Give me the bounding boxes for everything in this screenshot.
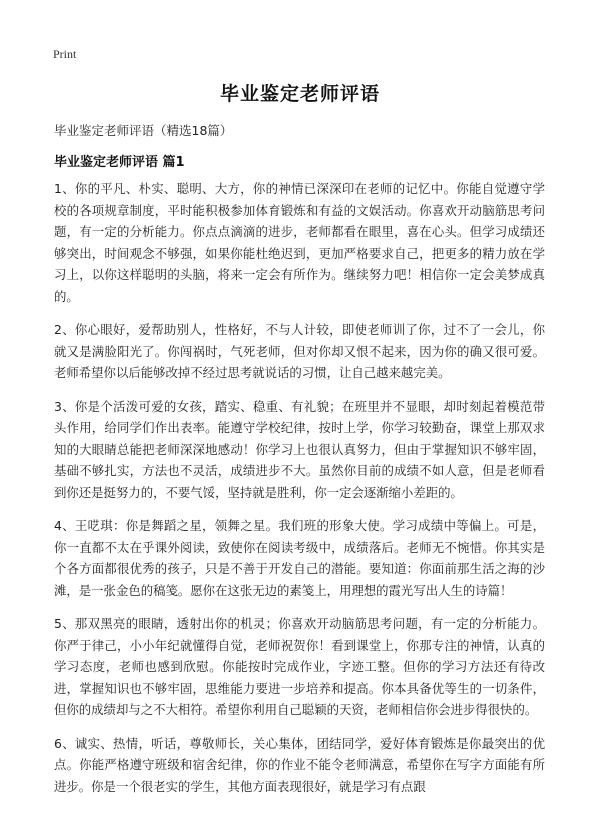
paragraph: 4、王呓琪：你是舞蹈之星，领舞之星。我们班的形象大使。学习成绩中等偏上。可是，你一直都不太在乎课外阅读，致使你在阅读考级中，成绩落后。老师无不惋惜。你其实是个各方面都很优秀的孩子，只是不善于开发自己的潜能。要知道：你面前那生活之海的沙滩，是一张金色的稿笺。愿你在这张无边的素笺上，用理想的霞光写出人生的诗篇！ <box>54 518 545 598</box>
print-link[interactable]: Print <box>53 47 77 61</box>
paragraph: 2、你心眼好，爱帮助别人，性格好，不与人计较，即使老师训了你，过不了一会儿，你就又是满脸阳光了。你闯祸时，气死老师，但对你却又恨不起来，因为你的确又很可爱。老师希望你以后能够改掉不经过思考就说话的习惯，让自己越来越完美。 <box>54 322 545 380</box>
paragraph: 5、那双黑亮的眼睛，透射出你的机灵；你喜欢开动脑筋思考问题，有一定的分析能力。你严于律己，小小年纪就懂得自觉，老师祝贺你！看到课堂上，你那专注的神情，认真的学习态度，老师也感到欣慰。你能按时完成作业，字迹工整。但你的学习方法还有待改进，掌握知识也不够牢固，思维能力要进一步培养和提高。你本具备优等生的一切条件，但你的成绩却与之不大相符。希望你利用自己聪颖的天资，老师相信你会进步得很快的。 <box>54 616 545 717</box>
paragraph: 1、你的平凡、朴实、聪明、大方，你的神情已深深印在老师的记忆中。你能自觉遵守学校的各项规章制度，平时能积极参加体育锻炼和有益的文娱活动。你喜欢开动脑筋思考问题，有一定的分析能力。你点点滴滴的进步，老师都看在眼里，喜在心头。但学习成绩还够突出，时间观念不够强，如果你能杜绝迟到，更加严格要求自己，把更多的精力放在学习上，以你这样聪明的头脑，将来一定会有所作为。继续努力吧！相信你一定会美梦成真的。 <box>54 181 545 304</box>
document-title: 毕业鉴定老师评语 <box>219 83 380 105</box>
document-subtitle: 毕业鉴定老师评语（精选18篇） <box>54 123 233 138</box>
paragraph: 3、你是个活泼可爱的女孩，踏实、稳重、有礼貌；在班里并不显眼，却时刻起着模范带头作用，给同学们作出表率。能遵守学校纪律，按时上学，你学习较勤奋，课堂上那双求知的大眼睛总能把老师深深地感动！你学习上也很认真努力，但由于掌握知识不够牢固，基础不够扎实，方法也不灵活，成绩进步不大。虽然你目前的成绩不如人意，但是老师看到你还是挺努力的，不要气馁，坚持就是胜利，你一定会逐渐缩小差距的。 <box>54 398 545 500</box>
paragraph-list <box>54 178 545 809</box>
paragraph: 6、诚实、热情，听话，尊敬师长，关心集体，团结同学，爱好体育锻炼是你最突出的优点。你能严格遵守班级和宿舍纪律，你的作业不能令老师满意，希望你在写字方面能有所进步。你是一个很老实的学生，其他方面表现很好，就是学习有点跟 <box>54 735 545 794</box>
section-heading: 毕业鉴定老师评语 篇1 <box>54 155 185 170</box>
